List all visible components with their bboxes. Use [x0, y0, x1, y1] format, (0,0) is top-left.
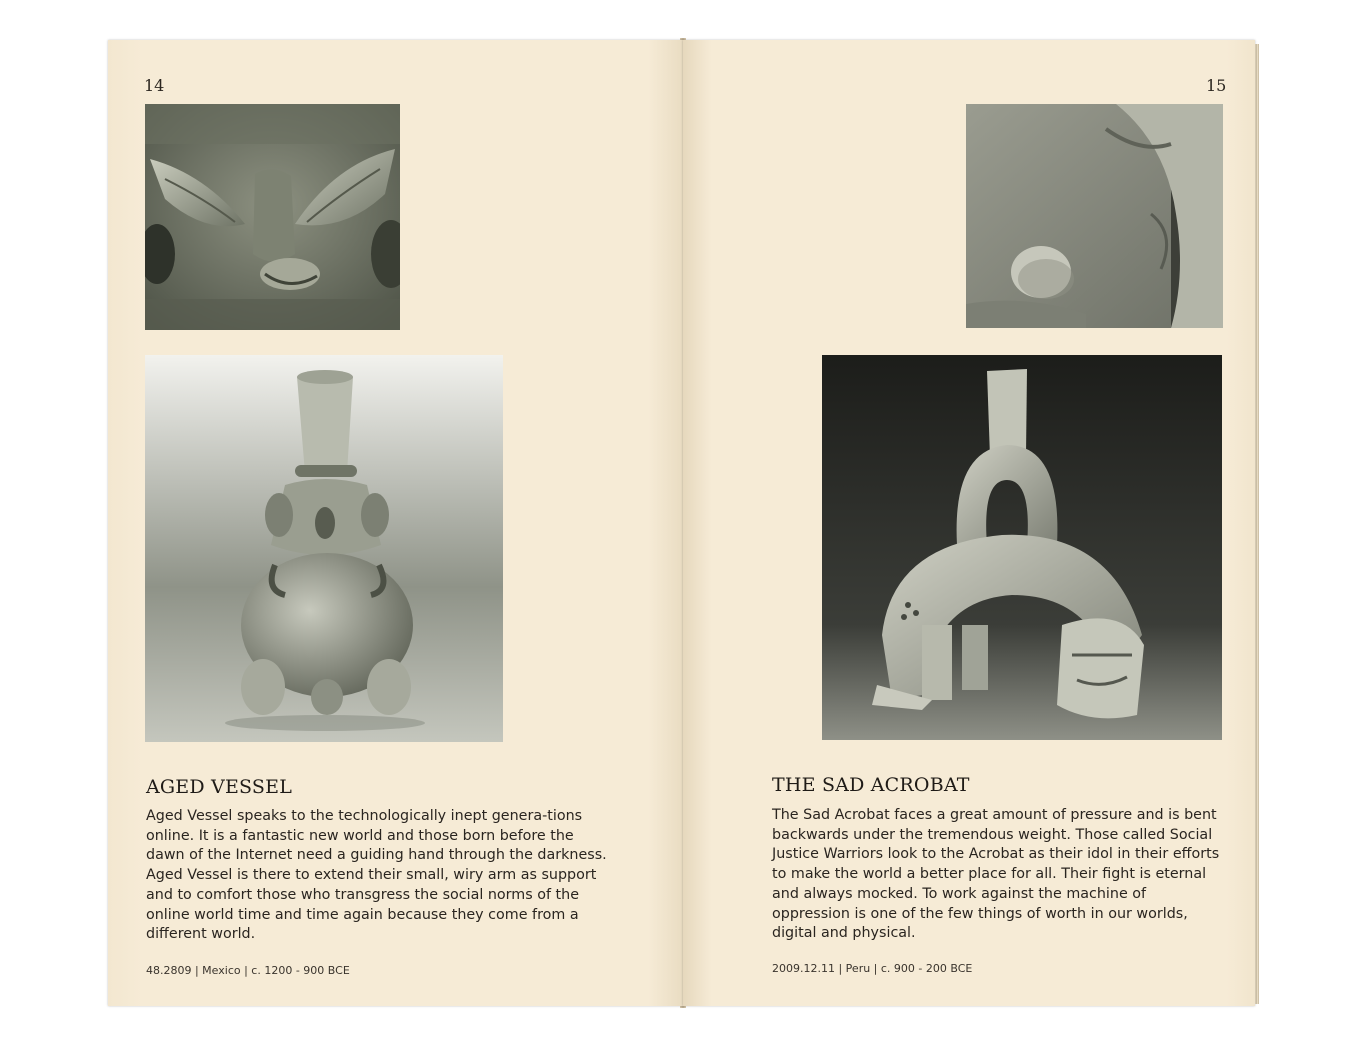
aged-vessel-image — [145, 355, 503, 742]
sad-acrobat-image — [822, 355, 1222, 740]
aged-vessel-description: Aged Vessel speaks to the technologically inept genera-tions online. It is a fantastic new world and those born before the dawn of the Internet need a guiding hand through the darkness. Aged Vessel is there to extend their small, wiry arm as support and to comfort those who transgress the social norms of the online world time and time again because they come from a different world. — [146, 808, 607, 943]
sad-acrobat-photo — [822, 355, 1222, 740]
sad-acrobat-caption: 2009.12.11 | Peru | c. 900 - 200 BCE — [772, 962, 973, 975]
sad-acrobat-description: The Sad Acrobat faces a great amount of pressure and is bent backwards under the tremendous weight. Those called Social Justice Warriors look to the Acrobat as their idol in their efforts to make the world a better place for all. Their fight is eternal and always mocked. To work against the machine of oppression is one of the few things of worth in our worlds, digital and physical. — [772, 807, 1220, 942]
aged-vessel-title: AGED VESSEL — [146, 776, 293, 798]
page-number-right: 15 — [1206, 76, 1227, 95]
aged-vessel-detail-photo — [145, 104, 400, 330]
acrobat-closeup-image — [966, 104, 1223, 328]
face-closeup-image — [145, 104, 400, 330]
sad-acrobat-title: THE SAD ACROBAT — [772, 774, 970, 796]
page-number-left: 14 — [144, 76, 165, 95]
aged-vessel-caption: 48.2809 | Mexico | c. 1200 - 900 BCE — [146, 964, 350, 977]
aged-vessel-photo — [145, 355, 503, 742]
sad-acrobat-detail-photo — [966, 104, 1223, 328]
